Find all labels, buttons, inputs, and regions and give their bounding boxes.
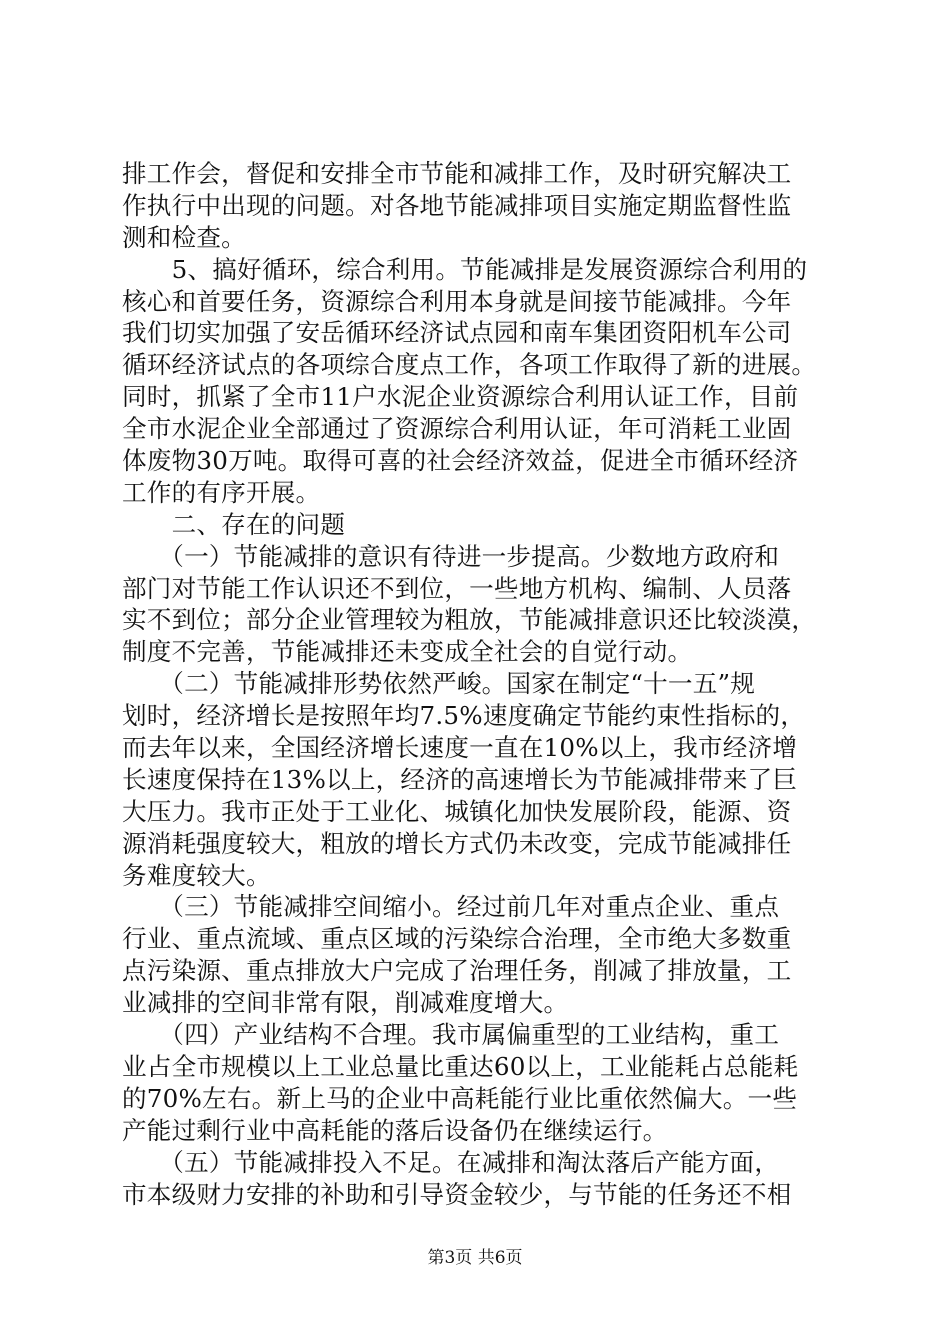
text-line: 行业、重点流域、重点区域的污染综合治理，全市绝大多数重 [122, 924, 792, 954]
text-line: 点污染源、重点排放大户完成了治理任务，削减了排放量，工 [122, 956, 792, 986]
text-line: 作执行中出现的问题。对各地节能减排项目实施定期监督性监 [122, 190, 792, 220]
text-line: 工作的有序开展。 [122, 477, 321, 507]
text-line: （四）产业结构不合理。我市属偏重型的工业结构，重工 [122, 1020, 780, 1050]
text-line: 业占全市规模以上工业总量比重达60以上，工业能耗占总能耗 [122, 1051, 799, 1081]
text-line: 务难度较大。 [122, 860, 271, 890]
text-line: 源消耗强度较大，粗放的增长方式仍未改变，完成节能减排任 [122, 828, 792, 858]
text-line: （三）节能减排空间缩小。经过前几年对重点企业、重点 [122, 892, 780, 922]
text-line: 循环经济试点的各项综合度点工作，各项工作取得了新的进展。 [122, 350, 817, 380]
text-line: （二）节能减排形势依然严峻。国家在制定“十一五”规 [122, 669, 756, 699]
text-line: （五）节能减排投入不足。在减排和淘汰落后产能方面， [122, 1147, 780, 1177]
text-line: 制度不完善，节能减排还未变成全社会的自觉行动。 [122, 637, 693, 667]
text-line: 5、搞好循环，综合利用。节能减排是发展资源综合利用的 [122, 254, 808, 284]
page-footer: 第3页 共6页 [427, 1248, 523, 1268]
text-line: 排工作会，督促和安排全市节能和减排工作，及时研究解决工 [122, 159, 792, 188]
text-line: 部门对节能工作认识还不到位，一些地方机构、编制、人员落 [122, 573, 792, 603]
text-line: 长速度保持在13%以上，经济的高速增长为节能减排带来了巨 [122, 764, 798, 794]
text-line: 而去年以来，全国经济增长速度一直在10%以上，我市经济增 [122, 733, 798, 763]
text-line: （一）节能减排的意识有待进一步提高。少数地方政府和 [122, 541, 780, 571]
text-line: 市本级财力安排的补助和引导资金较少，与节能的任务还不相 [122, 1179, 792, 1209]
document-body [122, 158, 842, 1210]
text-line: 全市水泥企业全部通过了资源综合利用认证，年可消耗工业固 [122, 414, 792, 444]
text-line: 产能过剩行业中高耗能的落后设备仍在继续运行。 [122, 1115, 668, 1145]
text-line: 业减排的空间非常有限，削减难度增大。 [122, 988, 569, 1018]
text-line: 测和检查。 [122, 222, 246, 252]
text-line: 大压力。我市正处于工业化、城镇化加快发展阶段，能源、资 [122, 796, 792, 826]
section-heading: 二、存在的问题 [122, 509, 346, 539]
text-line: 实不到位；部分企业管理较为粗放，节能减排意识还比较淡漠， [122, 605, 817, 635]
text-line: 核心和首要任务，资源综合利用本身就是间接节能减排。今年 [122, 286, 792, 316]
text-line: 划时，经济增长是按照年均7.5%速度确定节能约束性指标的， [122, 701, 806, 731]
text-line: 我们切实加强了安岳循环经济试点园和南车集团资阳机车公司 [122, 318, 792, 348]
text-line: 体废物30万吨。取得可喜的社会经济效益，促进全市循环经济 [122, 446, 799, 476]
text-line: 的70%左右。新上马的企业中高耗能行业比重依然偏大。一些 [122, 1083, 798, 1113]
text-line: 同时，抓紧了全市11户水泥企业资源综合利用认证工作，目前 [122, 382, 799, 412]
